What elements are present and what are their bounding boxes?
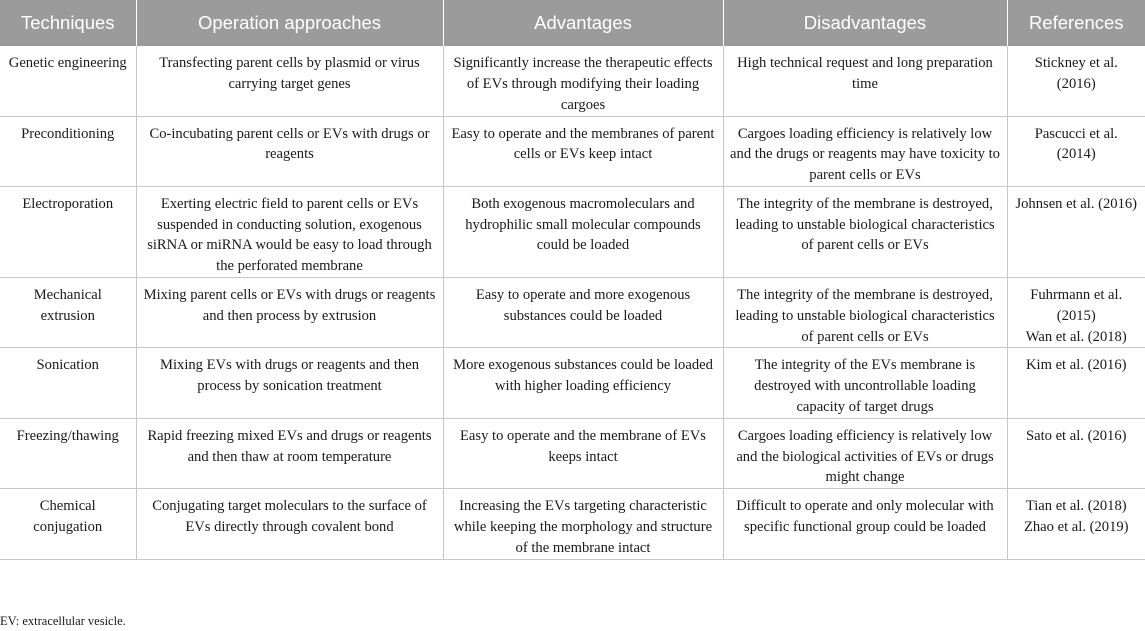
technique-cell: Preconditioning [0, 116, 136, 186]
references-cell [1007, 348, 1145, 418]
operation-cell: Conjugating target moleculars to the surface of EVs directly through covalent bond [136, 489, 443, 559]
reference-entry: Kim et al. (2016) [1025, 357, 1127, 374]
reference-entry: Tian et al. (2018) [1025, 498, 1127, 515]
reference-entry: Wan et al. (2018) [1025, 328, 1127, 345]
reference-entry: Pascucci et al. (2014) [1034, 125, 1118, 163]
disadvantages-cell: Cargoes loading efficiency is relatively low and the biological activities of EVs or drugs might change [723, 418, 1007, 488]
table-body [0, 46, 1145, 559]
header-row [0, 0, 1145, 46]
operation-cell: Co-incubating parent cells or EVs with drugs or reagents [136, 116, 443, 186]
table-row [0, 46, 1145, 116]
disadvantages-cell: Cargoes loading efficiency is relatively low and the drugs or reagents may have toxicity to parent cells or EVs [723, 116, 1007, 186]
table-row [0, 278, 1145, 348]
table-row [0, 186, 1145, 277]
disadvantages-cell: Difficult to operate and only molecular with specific functional group could be loaded [723, 489, 1007, 559]
table-row [0, 418, 1145, 488]
reference-entry: Stickney et al. (2016) [1034, 55, 1118, 92]
advantages-cell: Significantly increase the therapeutic effects of EVs through modifying their loading cargoes [443, 46, 723, 116]
header-techniques: Techniques [0, 0, 136, 46]
references-cell [1007, 116, 1145, 186]
references-cell [1007, 186, 1145, 277]
table-row [0, 116, 1145, 186]
disadvantages-cell: The integrity of the membrane is destroyed, leading to unstable biological characteristics of parent cells or EVs [723, 278, 1007, 348]
operation-cell: Rapid freezing mixed EVs and drugs or reagents and then thaw at room temperature [136, 418, 443, 488]
reference-entry: Sato et al. (2016) [1025, 427, 1127, 444]
operation-cell: Mixing parent cells or EVs with drugs or reagents and then process by extrusion [136, 278, 443, 348]
header-advantages: Advantages [443, 0, 723, 46]
technique-cell: Electroporation [0, 186, 136, 277]
operation-cell: Mixing EVs with drugs or reagents and then process by sonication treatment [136, 348, 443, 418]
reference-entry: Zhao et al. (2019) [1023, 519, 1129, 536]
reference-entry: Fuhrmann et al. (2015) [1030, 287, 1123, 324]
disadvantages-cell: The integrity of the EVs membrane is destroyed with uncontrollable loading capacity of target drugs [723, 348, 1007, 418]
advantages-cell: Easy to operate and the membranes of parent cells or EVs keep intact [443, 116, 723, 186]
advantages-cell: Easy to operate and more exogenous substances could be loaded [443, 278, 723, 348]
references-cell [1007, 489, 1145, 559]
advantages-cell: Increasing the EVs targeting characteristic while keeping the morphology and structure of the membrane intact [443, 489, 723, 559]
table-row [0, 348, 1145, 418]
technique-cell: Mechanical extrusion [0, 278, 136, 348]
reference-entry: Johnsen et al. (2016) [1015, 195, 1138, 212]
advantages-cell: Both exogenous macromoleculars and hydrophilic small molecular compounds could be loaded [443, 186, 723, 277]
disadvantages-cell: High technical request and long preparation time [723, 46, 1007, 116]
technique-cell: Freezing/thawing [0, 418, 136, 488]
references-cell [1007, 46, 1145, 116]
table-row [0, 489, 1145, 559]
technique-cell: Genetic engineering [0, 46, 136, 116]
references-cell [1007, 278, 1145, 348]
header-disadvantages: Disadvantages [723, 0, 1007, 46]
disadvantages-cell: The integrity of the membrane is destroyed, leading to unstable biological characteristics of parent cells or EVs [723, 186, 1007, 277]
advantages-cell: Easy to operate and the membrane of EVs keeps intact [443, 418, 723, 488]
references-cell [1007, 418, 1145, 488]
technique-cell: Sonication [0, 348, 136, 418]
table-footnote: EV: extracellular vesicle. [0, 614, 126, 628]
operation-cell: Exerting electric field to parent cells or EVs suspended in conducting solution, exogenous siRNA or miRNA would be easy to load through the perforated membrane [136, 186, 443, 277]
header-references: References [1007, 0, 1145, 46]
technique-cell: Chemical conjugation [0, 489, 136, 559]
advantages-cell: More exogenous substances could be loaded with higher loading efficiency [443, 348, 723, 418]
table-header [0, 0, 1145, 46]
operation-cell: Transfecting parent cells by plasmid or virus carrying target genes [136, 46, 443, 116]
header-operation-approaches: Operation approaches [136, 0, 443, 46]
